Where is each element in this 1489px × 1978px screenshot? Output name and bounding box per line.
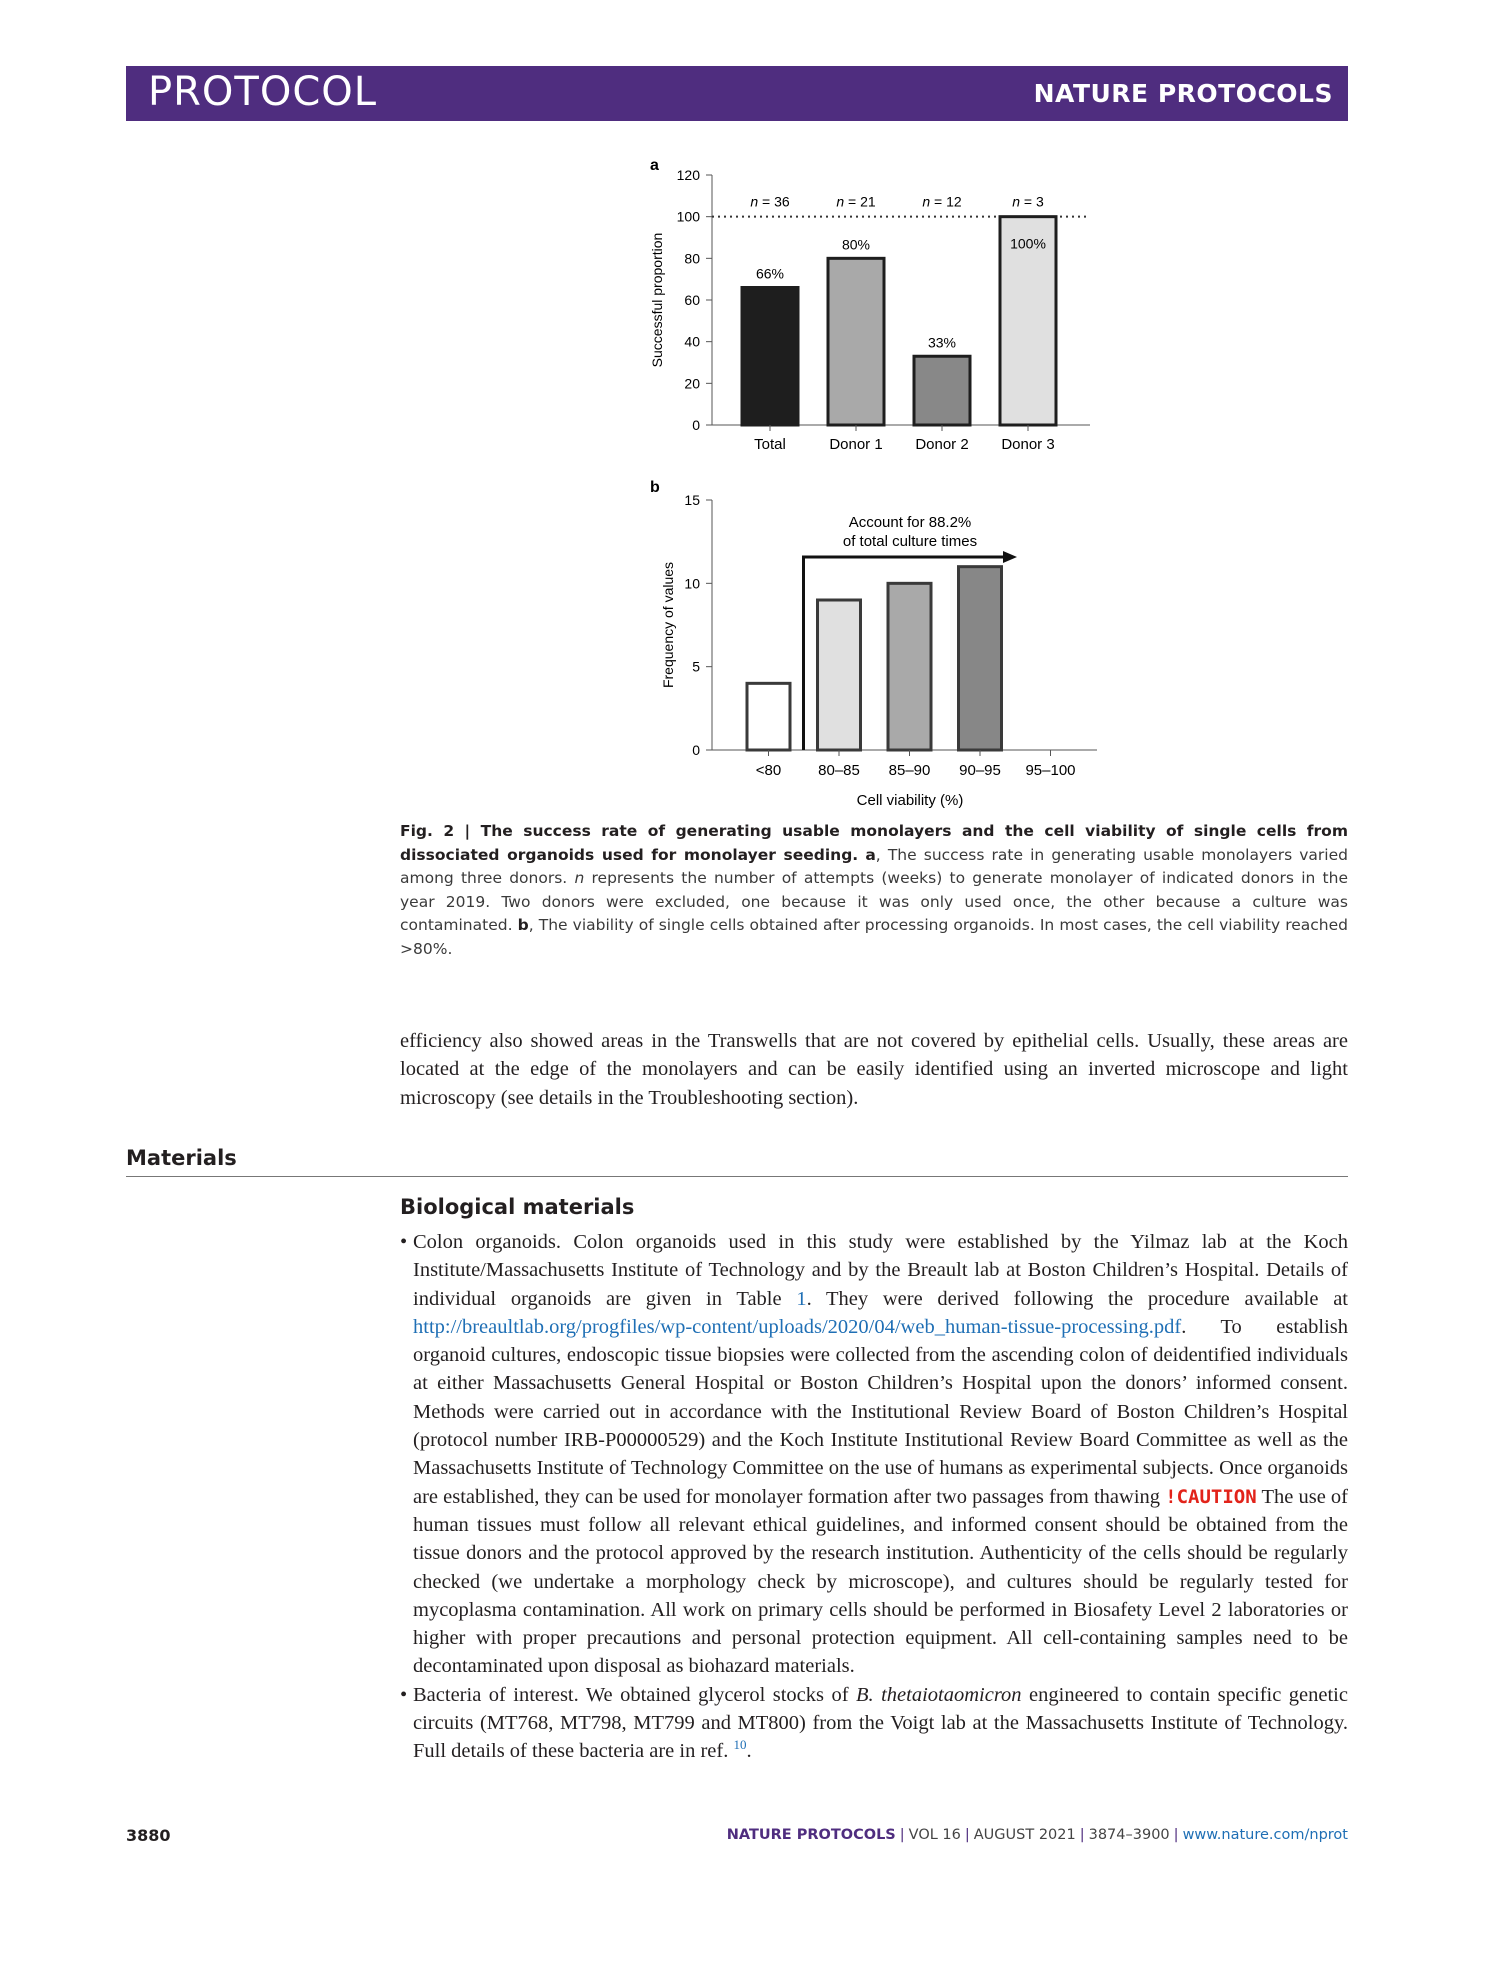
- bar: [959, 567, 1002, 750]
- journal-name: NATURE PROTOCOLS: [1033, 79, 1333, 108]
- n-label: n = 12: [922, 193, 962, 210]
- y-tick-label: 120: [676, 167, 700, 183]
- x-tick-label: 90–95: [959, 762, 1001, 779]
- caption-a-letter: a: [865, 845, 876, 864]
- section-label: PROTOCOL: [148, 69, 378, 115]
- data-label: 80%: [841, 236, 871, 253]
- bullet2-part2: engineered to contain specific genetic circuits (MT768, MT798, MT799 and MT800) from the Voigt lab at the Massachusetts Institute of Technology. Full details of these bacteria are in ref.: [413, 1683, 1348, 1763]
- bullet1-part2: . They were derived following the procedure available at: [806, 1287, 1348, 1310]
- x-tick-label: 85–90: [888, 762, 931, 779]
- list-item-bacteria: [400, 1681, 1348, 1766]
- table-1-link[interactable]: 1: [796, 1287, 807, 1310]
- caption-b-text: , The viability of single cells obtained after processing organoids. In most cases, the cell viability reached >80%.: [400, 916, 1348, 958]
- bar: [914, 356, 970, 425]
- materials-list: [400, 1228, 1348, 1766]
- chart-b: [660, 492, 1097, 809]
- bar: [747, 683, 790, 750]
- y-tick-label: 20: [684, 375, 700, 392]
- data-label: 66%: [755, 265, 785, 282]
- y-tick-label: 10: [684, 575, 700, 592]
- x-tick-label: 80–85: [818, 762, 860, 779]
- y-axis-label: Successful proportion: [649, 232, 665, 368]
- footer-citation: [727, 1827, 1348, 1843]
- y-tick-label: 0: [692, 417, 700, 433]
- bullet1-part3: . To establish organoid cultures, endoscopic tissue biopsies were collected from the ascending colon of deidentified individuals at either Massachusetts General Hospital or Boston Children’s Hospital upon the donors’ informed consent. Methods were carried out in accordance with the Institutional Review Board of Boston Children’s Hospital (protocol number IRB-P00000529) and the Koch Institute Institutional Review Board Committee as well as the Massachusetts Institute of Technology Committee on the use of humans as experimental subjects. Once organoids are established, they can be used for monolayer formation after two passages from thawing: [413, 1315, 1348, 1508]
- bullet2-end: .: [746, 1740, 752, 1763]
- n-label: n = 21: [836, 193, 876, 210]
- panel-a-letter: a: [650, 157, 659, 174]
- n-label: n = 36: [750, 193, 790, 210]
- caption-a-n: n: [574, 869, 585, 887]
- list-item-colon-organoids: [400, 1228, 1348, 1681]
- x-tick-label: 95–100: [1025, 762, 1076, 779]
- page-number: 3880: [126, 1826, 171, 1845]
- annotation-arrowhead: [1003, 551, 1017, 563]
- x-tick-label: Donor 2: [915, 436, 969, 453]
- footer-separator: |: [1079, 1827, 1085, 1843]
- y-axis-label: Frequency of values: [660, 561, 676, 689]
- annotation-text-line1: Account for 88.2%: [848, 514, 972, 531]
- y-tick-label: 40: [684, 333, 700, 350]
- x-tick-label: Total: [754, 436, 786, 453]
- subsection-title: Biological materials: [400, 1195, 635, 1219]
- figure-2: [0, 0, 1489, 820]
- footer-url[interactable]: www.nature.com/nprot: [1182, 1827, 1348, 1843]
- y-tick-label: 60: [684, 292, 700, 308]
- caption-label: Fig. 2 | The success rate of generating usable monolayers and the cell viability of single cells from dissociated organoids used for monolayer seeding.: [400, 822, 1348, 864]
- y-tick-label: 0: [692, 742, 700, 758]
- footer-date: AUGUST 2021: [973, 1827, 1076, 1843]
- intro-paragraph: efficiency also showed areas in the Transwells that are not covered by epithelial cells. Usually, these areas are located at the edge of the monolayers and can be easily identified using an inverted microscope and light microscopy (see details in the Troubleshooting section).: [400, 1030, 1348, 1109]
- chart-a: [649, 167, 1090, 453]
- y-tick-label: 80: [684, 250, 700, 267]
- caution-label: !CAUTION: [1165, 1485, 1257, 1508]
- section-divider: [126, 1176, 1348, 1177]
- footer-separator: |: [899, 1827, 905, 1843]
- footer-volume: VOL 16: [908, 1827, 961, 1843]
- footer-separator: |: [1173, 1827, 1179, 1843]
- bar: [888, 583, 931, 750]
- footer-separator: |: [964, 1827, 970, 1843]
- bar: [742, 288, 798, 426]
- bullet1-part1: Colon organoids. Colon organoids used in this study were established by the Yilmaz lab at the Koch Institute/Massachusetts Institute of Technology and by the Breault lab at Boston Children’s Hospital. Details of individual organoids are given in Table: [413, 1231, 1348, 1310]
- x-axis-label: Cell viability (%): [856, 792, 964, 809]
- x-tick-label: Donor 3: [1001, 436, 1055, 453]
- annotation-text-line2: of total culture times: [842, 533, 978, 550]
- n-label: n = 3: [1012, 193, 1044, 210]
- bullet-mark: •: [400, 1683, 408, 1706]
- bullet1-part4: The use of human tissues must follow all relevant ethical guidelines, and informed consent should be obtained from the tissue donors and the protocol approved by the research institution. Authenticity of the cells should be regularly checked (we undertake a morphology check by microscope), and cultures should be regularly tested for mycoplasma contamination. All work on primary cells should be performed in Biosafety Level 2 laboratories or higher with proper precautions and personal protection equipment. All cell-containing samples need to be decontaminated upon disposal as biohazard materials.: [413, 1485, 1349, 1678]
- caption-a-text-1: , The success rate in generating usable monolayers varied among three donors.: [400, 845, 1348, 887]
- protocol-link[interactable]: http://breaultlab.org/progfiles/wp-content/uploads/2020/04/web_human-tissue-processing.pdf: [413, 1315, 1182, 1338]
- y-tick-label: 100: [676, 208, 700, 225]
- caption-b-letter: b: [517, 916, 529, 934]
- bar: [828, 258, 884, 425]
- data-label: 33%: [927, 334, 957, 351]
- bar: [818, 600, 861, 750]
- x-tick-label: Donor 1: [829, 436, 883, 453]
- bullet-mark: •: [400, 1231, 408, 1253]
- reference-10-link[interactable]: 10: [733, 1737, 747, 1753]
- y-tick-label: 5: [692, 658, 700, 675]
- caption-a-text-2: represents the number of attempts (weeks) to generate monolayer of indicated donors in the year 2019. Two donors were excluded, one because it was only used once, the other because a culture was contaminated.: [400, 869, 1348, 934]
- data-label: 100%: [1010, 235, 1046, 252]
- footer-journal: NATURE PROTOCOLS: [726, 1827, 896, 1843]
- bullet2-part1: Bacteria of interest. We obtained glycerol stocks of: [413, 1683, 856, 1706]
- section-title-materials: Materials: [126, 1146, 237, 1170]
- bullet2-species: B. thetaiotaomicron: [856, 1683, 1022, 1706]
- x-tick-label: <80: [755, 762, 782, 779]
- figure-caption: [400, 820, 1348, 961]
- y-tick-label: 15: [684, 492, 700, 508]
- footer-pages: 3874–3900: [1088, 1827, 1170, 1843]
- panel-b-letter: b: [650, 479, 660, 496]
